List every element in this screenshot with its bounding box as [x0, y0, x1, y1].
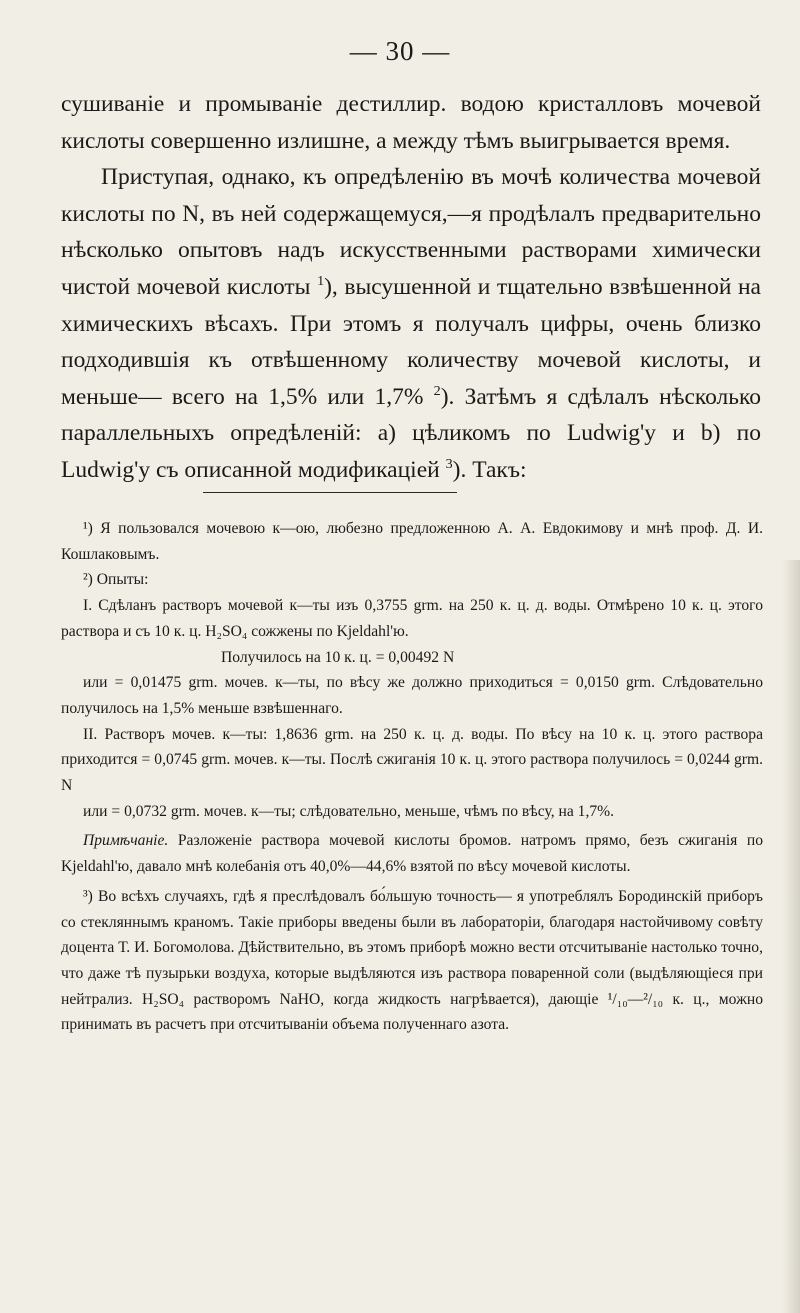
- experiment-1-conclusion: или = 0,01475 grm. мочев. к—ты, по вѣсу же должно приходиться = 0,0150 grm. Слѣдовательно получилось на 1,5% меньше взвѣшеннаго.: [61, 674, 763, 717]
- experiment-1-result: Получилось на 10 к. ц. = 0,00492 N: [221, 648, 455, 666]
- footnote-ref-1[interactable]: 1: [317, 273, 325, 290]
- footnote-ref-3[interactable]: 3: [445, 456, 453, 473]
- footnote-separator: [203, 492, 457, 493]
- footnote-3: ³) Во всѣхъ случаяхъ, гдѣ я преслѣдовалъ бо́льшую точность— я употреблялъ Бородинскій приборъ со стекляннымъ краномъ. Такіе приборы введены были въ лабораторіи, благодаря настойчивому совѣту доцента Т. И. Богомолова. Дѣйствительно, въ этомъ приборѣ можно вести отсчитываніе настолько точно, что даже тѣ пузырьки воздуха, которые выдѣляются изъ раствора поваренной соли (выдѣляющіеся при нейтрализ. H₂SO₄ растворомъ NaHO, когда жидкость нагрѣвается), дающіе ¹/₁₀—²/₁₀ к. ц., можно принимать въ расчетъ при отсчитываніи объема полученнаго азота.: [61, 887, 763, 1034]
- page-number: — 30 —: [349, 36, 451, 66]
- page-edge-shadow: [782, 560, 800, 1313]
- experiment-1-text: I. Сдѣланъ растворъ мочевой к—ты изъ 0,3755 grm. на 250 к. ц. д. воды. Отмѣрено 10 к. ц. этого раствора и съ 10 к. ц. H₂SO₄ сожжены по Kjeldahl'ю.: [61, 597, 763, 640]
- experiment-2-text: II. Растворъ мочев. к—ты: 1,8636 grm. на 250 к. ц. д. воды. По вѣсу на 10 к. ц. этого раствора приходится = 0,0745 grm. мочев. к—ты. Послѣ сжиганія 10 к. ц. этого раствора получилось = 0,0244 grm. N: [61, 725, 763, 795]
- footnote-ref-2[interactable]: 2: [433, 382, 441, 399]
- paragraph-continuation: сушиваніе и промываніе дестиллир. водою кристалловъ мочевой кислоты совершенно излишне, а между тѣмъ выигрывается время.: [61, 91, 761, 154]
- note-text: Разложеніе раствора мочевой кислоты бромов. натромъ прямо, безъ сжиганія по Kjeldahl'ю, давало мнѣ колебанія отъ 40,0%—44,6% взятой по вѣсу мочевой кислоты.: [61, 832, 763, 876]
- footnote-2-heading: ²) Опыты:: [83, 571, 149, 589]
- experiment-2-conclusion: или = 0,0732 grm. мочев. к—ты; слѣдовательно, меньше, чѣмъ по вѣсу, на 1,7%.: [83, 802, 615, 820]
- paragraph-text: ). Затѣмъ я сдѣлалъ нѣсколько параллельныхъ опредѣленій: a) цѣликомъ по Ludwig'у и b) по Ludwig'у съ описанной модификаціей: [61, 383, 761, 483]
- paragraph-text: Приступая, однако, къ опредѣленію въ мочѣ количества мочевой кислоты по N, въ ней содержащемуся,—я продѣлалъ предварительно нѣсколько опытовъ надъ искусственными растворами химически чистой мочевой кислоты: [61, 164, 761, 300]
- paragraph-experiments: [61, 159, 761, 488]
- main-text: [61, 86, 761, 489]
- paragraph-text: %: [403, 383, 434, 410]
- paragraph-text: ). Такъ:: [452, 456, 527, 483]
- note-label: Примѣчаніе.: [83, 832, 169, 850]
- paragraph-text: % или 1,7: [297, 383, 404, 410]
- footnotes: [61, 516, 763, 1038]
- note-paragraph: [61, 828, 763, 879]
- footnote-1: ¹) Я пользовался мочевою к—ою, любезно предложенною А. А. Евдокимову и мнѣ проф. Д. И. Кошлаковымъ.: [61, 520, 763, 563]
- paragraph-text: ), высушенной и тщательно взвѣшенной на химическихъ вѣсахъ. При этомъ я получалъ цифры, очень близко подходившія къ отвѣшенному количеству мочевой кислоты, и меньше— всего на 1,5: [61, 273, 761, 410]
